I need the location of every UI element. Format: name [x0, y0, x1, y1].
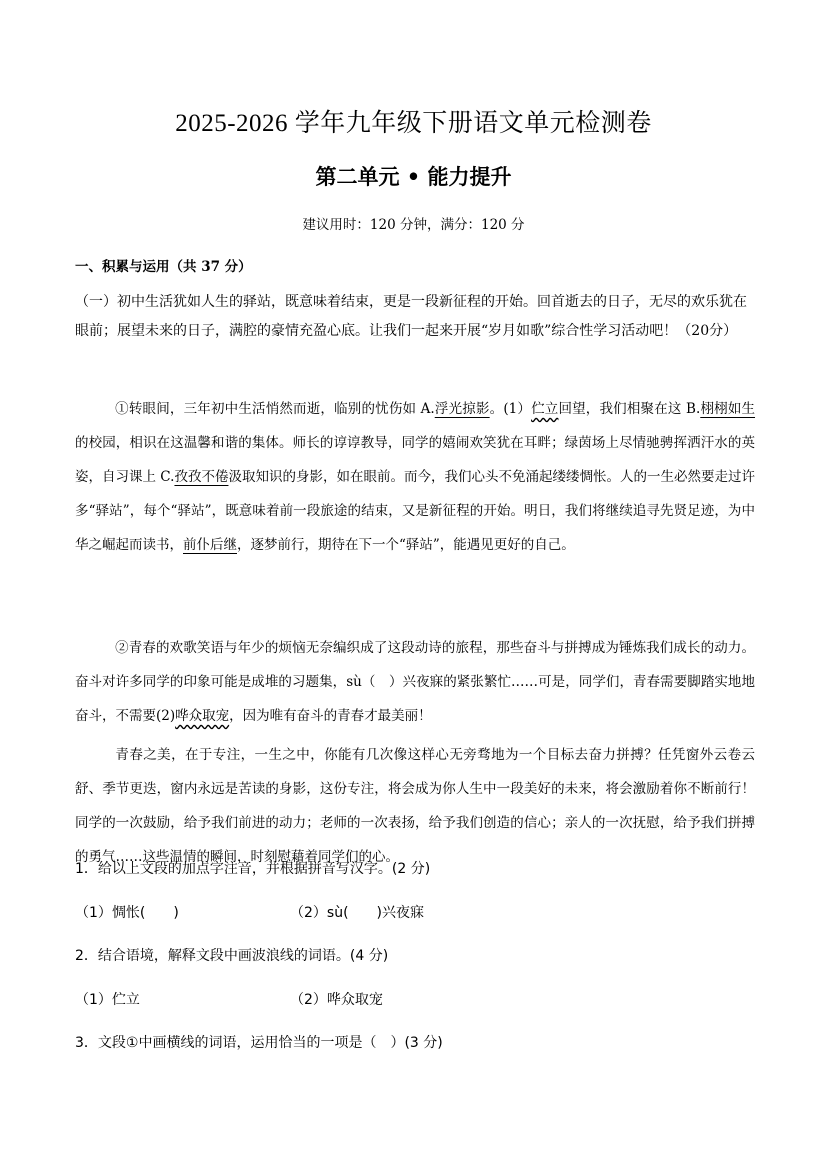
timing-note: 建议用时：120 分钟，满分：120 分 — [302, 217, 525, 233]
question-3: 3．文段①中画横线的词语，运用恰当的一项是（ ）(3 分) — [75, 1035, 443, 1051]
passage-3-text: 青春之美，在于专注，一生之中，你能有几次像这样心无旁骛地为一个目标去奋力拼搏？任凭窗外云卷云舒、季节更迭，窗内永远是苦读的身影，这份专注，将会成为你人生中一段美好的未来，将会激励着你不断前行！同学的一次鼓励，给予我们前进的动力；老师的一次表扬，给予我们创造的信心；亲人的一次抚慰，给予我们拼搏的勇气……这些温情的瞬间，时刻慰藉着同学们的心。 — [75, 747, 755, 865]
underlined-term-d: 前仆后继 — [183, 537, 237, 553]
passage-1 — [75, 392, 755, 562]
section-heading: 一、积累与运用（共 37 分） — [75, 259, 252, 275]
section-intro: （一）初中生活犹如人生的驿站，既意味着结束，更是一段新征程的开始。回首逝去的日子，无尽的欢乐犹在眼前；展望未来的日子，满腔的豪情充盈心底。让我们一起来开展“岁月如歌”综合性学习活动吧！（20分） — [75, 294, 747, 339]
underlined-term-a: 浮光掠影 — [434, 401, 490, 417]
passage-1-text: ①转眼间，三年初中生活悄然而逝，临别的忧伤如 A. — [115, 401, 435, 417]
passage-1-text: 回望，我们相聚在这 B. — [558, 401, 701, 417]
question-2-part-1[interactable]: （1）伫立 — [75, 992, 140, 1008]
question-1: 1．给以上文段的加点字注音，并根据拼音写汉字。(2 分) — [75, 861, 431, 877]
passage-2-text: ②青春的欢歌笑语与年少的烦恼无奈编织成了这段动诗的旅程，那些奋斗与拼搏成为锤炼我们成长的动力。奋斗对许多同学的印象可能是成堆的习题集，sù（ ）兴夜寐的紧张繁忙……可是，同学们，青春需要脚踏实地地奋斗，不需要(2) — [75, 640, 755, 724]
wavy-term-1: 伫立 — [531, 401, 559, 417]
passage-1-text: 汲取知识的身影，如在眼前。而今，我们心头不免涌起缕缕惆怅。人的一生必然要走过许多“驿站”，每个“驿站”，既意味着前一段旅途的结束，又是新征程的开始。明日，我们将继续追寻先贤足迹，为中华之崛起而读书， — [75, 469, 756, 553]
passage-1-text: 。(1） — [489, 401, 532, 417]
question-1-part-2[interactable]: （2）sù( )兴夜寐 — [290, 905, 424, 921]
question-1-answers — [75, 902, 424, 922]
passage-1-text: 的校园，相识在这温馨和谐的集体。师长的谆谆教导，同学的嬉闹欢笑犹在耳畔；绿茵场上尽情驰骋挥洒汗水的英姿，自习课上 C. — [75, 435, 755, 485]
question-1-part-1[interactable]: （1）惆怅( ) — [75, 905, 179, 921]
underlined-term-b: 栩栩如生 — [700, 401, 756, 417]
underlined-term-c: 孜孜不倦 — [174, 469, 229, 485]
question-2-part-2[interactable]: （2）哗众取宠 — [290, 992, 383, 1008]
passage-1-text: ，逐梦前行，期待在下一个“驿站”，能遇见更好的自己。 — [237, 537, 575, 553]
question-2-answers — [75, 989, 383, 1009]
passage-2 — [75, 631, 755, 733]
question-2: 2．结合语境，解释文段中画波浪线的词语。(4 分) — [75, 948, 389, 964]
passage-2-text: ，因为唯有奋斗的青春才最美丽！ — [229, 708, 432, 724]
passage-3 — [75, 738, 755, 874]
page-title: 2025-2026 学年九年级下册语文单元检测卷 — [175, 110, 652, 137]
wavy-term-2: 哗众取宠 — [175, 708, 230, 724]
page-subtitle: 第二单元 • 能力提升 — [315, 164, 512, 189]
